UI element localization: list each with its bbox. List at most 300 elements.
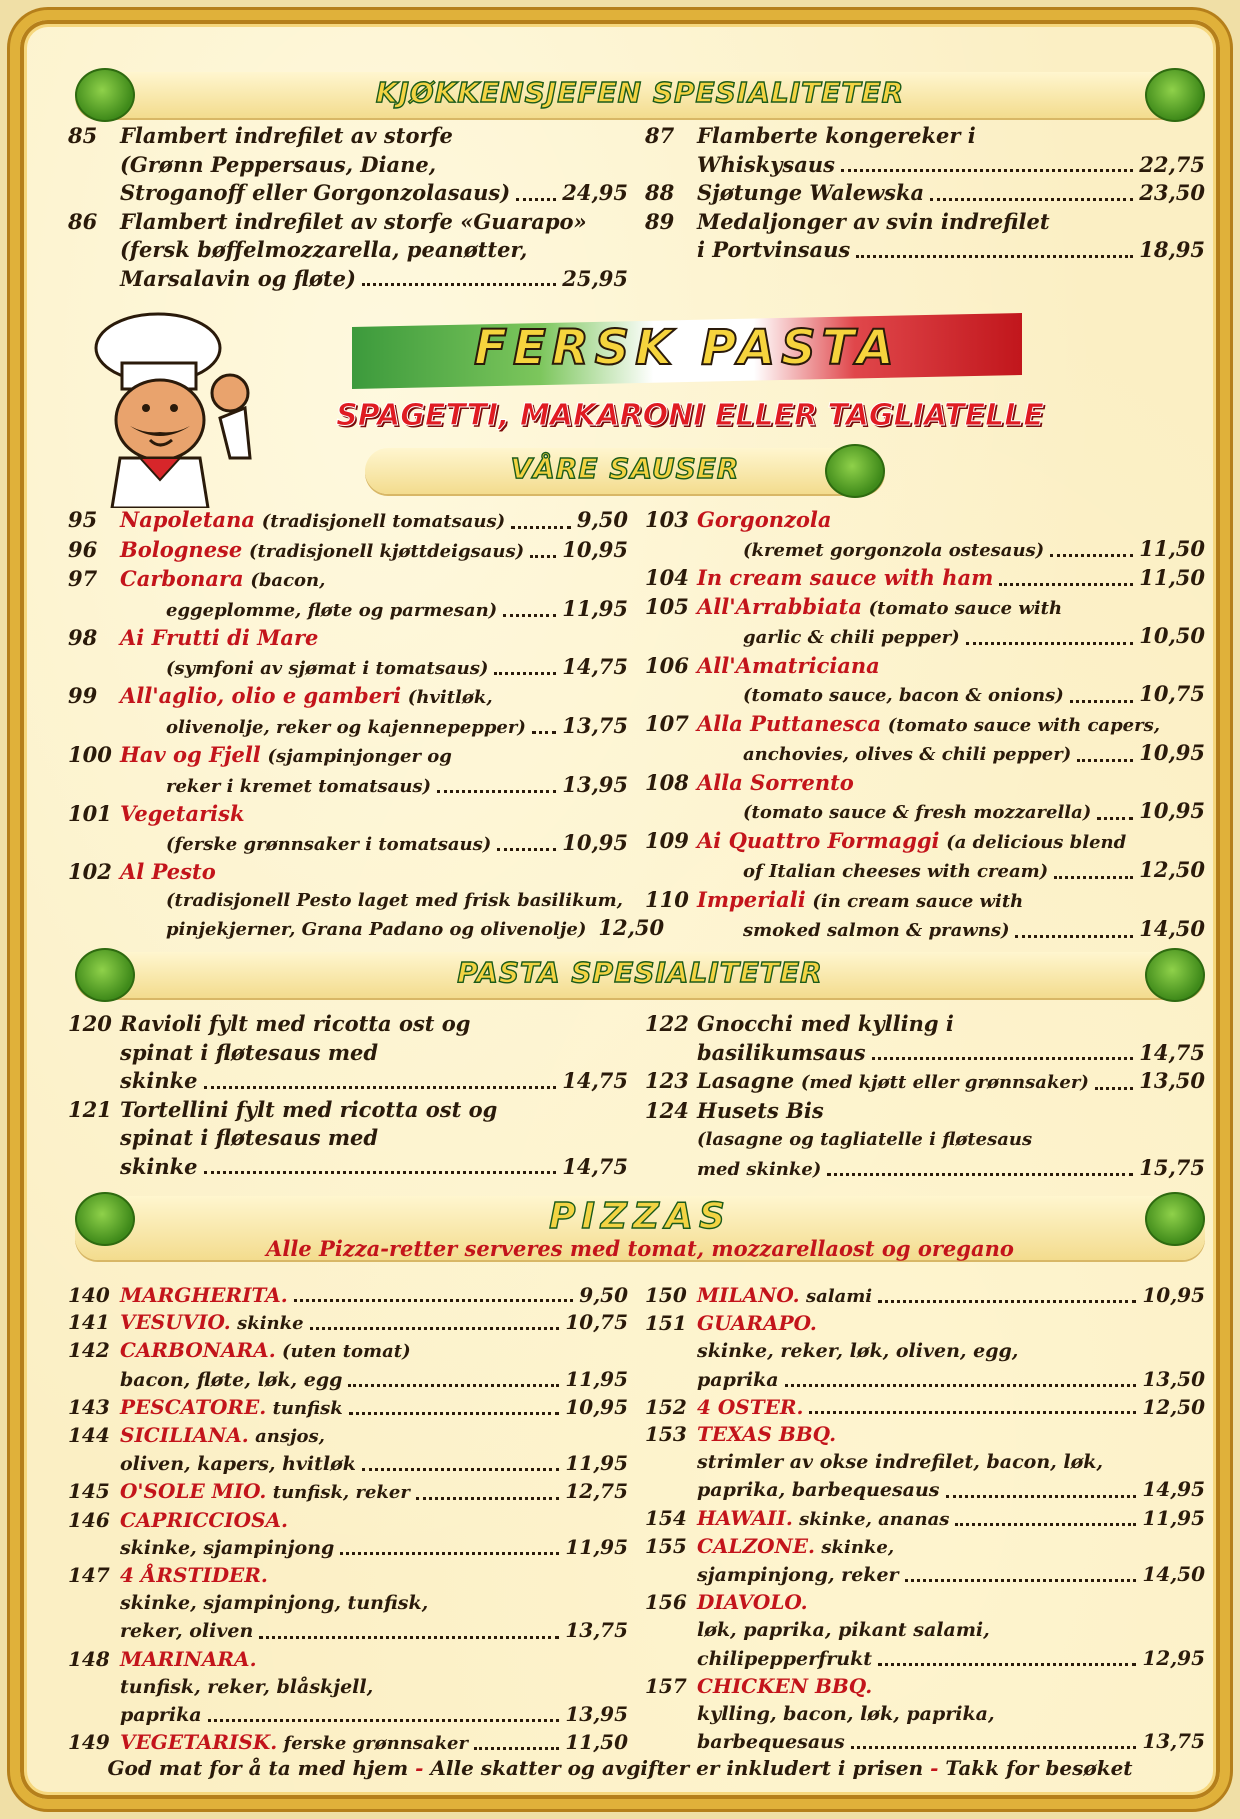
menu-item-number: 107	[645, 710, 689, 736]
menu-item-description: (tradisjonell kjøttdeigsaus)	[248, 540, 525, 562]
menu-item-line	[120, 1124, 628, 1153]
menu-item-line	[697, 1282, 1205, 1310]
menu-item-text	[743, 798, 1091, 827]
menu-item-line	[697, 1010, 1205, 1039]
menu-item-text	[120, 682, 493, 712]
menu-item-line	[166, 653, 628, 683]
menu-item-number: 156	[645, 1590, 687, 1615]
menu-item-price: 10,95	[1139, 740, 1205, 765]
menu-item-description: skinke	[237, 1313, 304, 1335]
dot-leader	[878, 1663, 1136, 1666]
menu-item-line	[120, 208, 628, 237]
menu-item-name: All'aglio, olio e gamberi	[120, 683, 402, 708]
dot-leader	[841, 169, 1133, 172]
pizzas-right-column	[645, 1282, 1205, 1756]
menu-item-price: 11,95	[1142, 1505, 1205, 1530]
menu-item-line-wrap	[120, 1366, 628, 1394]
menu-item-text	[697, 1366, 779, 1394]
menu-item-name: Sjøtunge Walewska	[697, 180, 925, 205]
menu-item-name: All'Amatriciana	[697, 652, 880, 678]
menu-item-price: 15,75	[1139, 1154, 1205, 1180]
menu-item-price: 9,50	[579, 1283, 628, 1307]
menu-item-price: 11,95	[565, 1534, 628, 1559]
menu-item-number: 140	[68, 1283, 110, 1307]
menu-item-line	[697, 1673, 1205, 1700]
menu-item-line-wrap	[697, 1616, 1205, 1644]
menu-item-name: Flambert indrefilet av storfe	[120, 123, 453, 148]
menu-item-number: 120	[68, 1011, 112, 1036]
menu-item-price: 14,75	[562, 1153, 628, 1179]
menu-item-line	[166, 771, 628, 801]
menu-item-price: 13,75	[562, 712, 628, 738]
menu-item-line-wrap	[120, 653, 628, 683]
menu-item-price: 10,95	[1142, 1283, 1205, 1307]
menu-item-number: 96	[68, 536, 98, 562]
menu-item-name: Ai Quattro Formaggi	[697, 827, 940, 853]
menu-item-line	[697, 769, 1205, 798]
menu-item-name: Medaljonger av svin indrefilet	[697, 208, 1050, 234]
menu-item-price: 12,95	[1142, 1645, 1205, 1670]
pizza-name: CAPRICCIOSA.	[120, 1507, 288, 1532]
menu-item-line-wrap	[120, 829, 628, 859]
menu-item-line-wrap	[697, 739, 1205, 769]
menu-item-number: 154	[645, 1505, 687, 1530]
menu-item-description: med skinke)	[697, 1158, 822, 1180]
dot-leader	[204, 1171, 557, 1174]
menu-item-line	[120, 682, 628, 712]
dot-leader	[966, 642, 1134, 645]
menu-item-number: 145	[68, 1479, 110, 1504]
menu-item-line	[697, 236, 1205, 265]
menu-item-line	[120, 1507, 628, 1534]
menu-item-body	[697, 1421, 1205, 1505]
section-title: VÅRE SAUSER	[510, 452, 740, 485]
menu-item-text	[120, 1507, 288, 1534]
menu-item-number: 151	[645, 1311, 687, 1336]
menu-item-line	[743, 915, 1205, 945]
menu-item-text	[697, 122, 976, 151]
menu-item-text	[120, 265, 356, 294]
menu-item-text	[120, 179, 510, 208]
menu-item-line	[120, 1309, 628, 1337]
dot-leader	[503, 614, 556, 617]
dot-leader	[930, 198, 1133, 201]
menu-item-line	[697, 652, 1205, 681]
menu-item-body	[697, 710, 1205, 769]
chef-specials-left-column	[68, 122, 628, 293]
dot-leader	[1097, 817, 1133, 820]
menu-item-text	[697, 1533, 894, 1561]
dot-leader	[474, 1747, 559, 1750]
menu-item	[645, 179, 1205, 208]
section-title: KJØKKENSJEFEN SPESIALITETER	[375, 76, 905, 109]
menu-item-body	[697, 769, 1205, 827]
menu-item-text	[120, 1124, 378, 1153]
menu-item-line	[697, 593, 1205, 623]
menu-item-body	[120, 506, 628, 536]
menu-item-line	[120, 741, 628, 771]
menu-item-line	[120, 151, 628, 180]
menu-item-line	[697, 1154, 1205, 1184]
menu-item-body	[697, 122, 1205, 179]
menu-item-line-wrap	[697, 622, 1205, 652]
menu-item-number: 142	[68, 1338, 110, 1363]
menu-item-body	[120, 1010, 628, 1096]
menu-item-number: 108	[645, 769, 689, 795]
menu-item-number: 124	[645, 1097, 689, 1123]
pizza-name: GUARAPO.	[697, 1311, 817, 1336]
menu-item-number: 98	[68, 625, 98, 650]
menu-item-description: tunfisk	[272, 1397, 343, 1419]
menu-item-number: 123	[645, 1068, 689, 1093]
menu-item-name: Ravioli fylt med ricotta ost og	[120, 1011, 471, 1036]
menu-item-text	[120, 1394, 343, 1422]
menu-item-price: 10,95	[1139, 798, 1205, 823]
menu-item	[68, 1282, 628, 1309]
menu-item-body	[120, 682, 628, 741]
menu-item-line	[697, 1616, 1205, 1644]
menu-item-line	[120, 1589, 628, 1617]
menu-item-description: oliven, kapers, hvitløk	[120, 1453, 356, 1476]
menu-item-line	[120, 1096, 628, 1125]
menu-item-body	[120, 800, 628, 858]
dot-leader	[437, 790, 556, 793]
dot-leader	[856, 255, 1133, 258]
menu-item-name: skinke	[120, 1153, 198, 1179]
dot-leader	[497, 848, 556, 851]
menu-item-line-wrap	[697, 1337, 1205, 1365]
menu-item	[68, 624, 628, 682]
menu-item-description: barbequesaus	[697, 1731, 845, 1754]
menu-item	[645, 208, 1205, 265]
menu-item-description: (hvitløk,	[407, 687, 493, 708]
menu-item-line	[697, 1097, 1205, 1126]
menu-item-body	[697, 506, 1205, 564]
menu-item	[645, 652, 1205, 710]
menu-item-line	[120, 1422, 628, 1450]
menu-item-price: 13,50	[1142, 1366, 1205, 1391]
menu-item	[645, 593, 1205, 652]
dot-leader	[362, 283, 556, 286]
menu-item-text	[697, 1394, 803, 1421]
dot-leader	[208, 1719, 560, 1722]
menu-item-name: Stroganoff eller Gorgonzolasaus)	[120, 180, 511, 205]
menu-item-line	[697, 1533, 1205, 1561]
menu-item-number: 146	[68, 1507, 110, 1532]
menu-item-line	[120, 536, 628, 566]
menu-item	[645, 1589, 1205, 1673]
menu-item-body	[120, 1282, 628, 1309]
dot-leader	[362, 1468, 559, 1471]
menu-item-text	[697, 769, 854, 798]
dot-leader	[827, 1173, 1133, 1176]
menu-item	[645, 1533, 1205, 1589]
menu-item-price: 22,75	[1139, 151, 1205, 177]
menu-item-line	[120, 1701, 628, 1729]
menu-item-number: 122	[645, 1011, 689, 1036]
menu-item-price: 11,50	[1139, 565, 1205, 590]
menu-item-number: 148	[68, 1646, 110, 1671]
menu-item-line	[120, 1067, 628, 1096]
menu-item-description: of Italian cheeses with cream)	[743, 861, 1049, 882]
chef-specials-right-column	[645, 122, 1205, 265]
menu-item-text	[120, 506, 505, 536]
menu-item-line	[697, 1589, 1205, 1616]
menu-item-number: 143	[68, 1394, 110, 1419]
pizza-name: VESUVIO.	[120, 1310, 231, 1335]
menu-item-line-wrap	[120, 914, 664, 944]
menu-item-number: 101	[68, 801, 112, 826]
menu-item-number: 105	[645, 593, 689, 619]
dot-leader	[1095, 1087, 1133, 1090]
menu-item-text	[120, 1589, 428, 1617]
dot-leader	[809, 1411, 1136, 1414]
menu-item-text	[166, 596, 497, 625]
menu-item-body	[697, 1010, 1205, 1067]
menu-item-price: 13,95	[562, 771, 628, 797]
menu-item	[645, 1394, 1205, 1421]
menu-item-line	[743, 622, 1205, 652]
menu-item-text	[697, 1561, 899, 1589]
footer-taxes: Alle skatter og avgifter er inkludert i prisen	[430, 1756, 924, 1780]
menu-item-body	[120, 122, 628, 208]
menu-item-line-wrap	[120, 1534, 628, 1562]
menu-item-text	[697, 1125, 1032, 1154]
menu-item-line	[697, 886, 1205, 916]
menu-item-text	[743, 536, 1044, 565]
dot-leader	[294, 1299, 574, 1302]
menu-item-line-wrap	[120, 712, 628, 742]
menu-item-description: olivenolje, reker og kajennepepper)	[166, 716, 526, 738]
menu-item-number: 102	[68, 859, 112, 884]
menu-item-line	[697, 506, 1205, 535]
menu-item	[68, 122, 628, 208]
menu-item-price: 12,50	[1142, 1394, 1205, 1419]
menu-item-description: eggeplomme, fløte og parmesan)	[166, 599, 498, 621]
menu-item-description: garlic & chili pepper)	[743, 627, 960, 648]
menu-item-body	[120, 1729, 628, 1757]
menu-item-line-wrap	[697, 680, 1205, 710]
menu-item-text	[697, 1097, 824, 1126]
pizzas-left-column	[68, 1282, 628, 1757]
menu-item-number: 104	[645, 565, 689, 590]
menu-item	[645, 769, 1205, 827]
menu-item-number: 150	[645, 1283, 687, 1307]
menu-item-description: skinke, ananas	[799, 1508, 950, 1530]
menu-item-line	[743, 535, 1205, 565]
menu-item	[68, 1309, 628, 1337]
menu-item-line	[120, 506, 628, 536]
menu-item-line	[697, 1394, 1205, 1421]
menu-item-line	[743, 680, 1205, 710]
menu-item-line-wrap	[120, 771, 628, 801]
pizza-name: 4 OSTER.	[697, 1394, 804, 1419]
menu-item-text	[120, 151, 436, 180]
pasta-sauces-right-column	[645, 506, 1205, 945]
menu-item-line	[697, 1505, 1205, 1533]
menu-item-line-wrap	[120, 1617, 628, 1645]
menu-item-description: kylling, bacon, løk, paprika,	[697, 1703, 995, 1726]
menu-item-text	[120, 1562, 268, 1589]
menu-item-name: basilikumsaus	[697, 1039, 866, 1065]
menu-item-text	[697, 593, 1062, 623]
menu-item-line	[697, 1728, 1205, 1756]
dot-leader	[872, 1057, 1134, 1060]
menu-item-price: 11,95	[562, 595, 628, 621]
dot-leader	[204, 1086, 557, 1089]
menu-item	[645, 710, 1205, 769]
pasta-sauces-left-column	[68, 506, 665, 944]
menu-item-description: (ferske grønnsaker i tomatsaus)	[166, 833, 492, 855]
menu-item-number: 86	[68, 208, 98, 234]
menu-item-line	[166, 595, 628, 625]
menu-item-text	[120, 1534, 334, 1562]
menu-item-text	[120, 1153, 198, 1182]
menu-item-price: 10,75	[565, 1310, 628, 1335]
menu-item-body	[697, 1282, 1205, 1310]
menu-item-body	[120, 1646, 628, 1730]
menu-item-text	[697, 1067, 1089, 1097]
menu-item-text	[166, 830, 491, 859]
menu-item-line	[697, 1448, 1205, 1476]
menu-item	[645, 1505, 1205, 1533]
menu-item-text	[697, 1505, 949, 1533]
dot-leader	[851, 1746, 1137, 1749]
menu-item-line	[697, 208, 1205, 237]
menu-item	[645, 1310, 1205, 1394]
section-banner-sauces	[365, 448, 885, 494]
menu-item-text	[743, 623, 960, 652]
menu-item	[68, 1729, 628, 1757]
menu-item-name: skinke	[120, 1068, 198, 1093]
menu-item-number: 121	[68, 1096, 112, 1122]
menu-item-text	[697, 1700, 995, 1728]
menu-item-text	[697, 652, 880, 681]
menu-item-description: (tomato sauce with	[868, 597, 1063, 619]
menu-item-description: paprika	[697, 1368, 779, 1391]
menu-item-text	[697, 1282, 872, 1310]
menu-item-text	[697, 1728, 845, 1756]
menu-item-name: Carbonara	[120, 566, 244, 591]
menu-item	[68, 565, 628, 624]
menu-item-number: 95	[68, 507, 98, 532]
menu-item-line	[697, 1561, 1205, 1589]
pizza-name: VEGETARISK.	[120, 1730, 278, 1755]
dot-leader	[1070, 700, 1134, 703]
dot-leader	[511, 526, 571, 529]
menu-item-name: Husets Bis	[697, 1097, 824, 1123]
menu-item-line-wrap	[697, 1561, 1205, 1589]
menu-item-text	[120, 1039, 378, 1068]
menu-item-line	[697, 1700, 1205, 1728]
menu-item-text	[120, 1673, 373, 1701]
menu-item-text	[120, 565, 325, 595]
menu-item-number: 110	[645, 886, 689, 912]
menu-item-line	[120, 1450, 628, 1478]
menu-item-name: spinat i fløtesaus med	[120, 1125, 379, 1150]
menu-item-price: 11,50	[1139, 535, 1205, 561]
menu-item-text	[120, 858, 216, 887]
menu-item-name: Bolognese	[120, 536, 243, 562]
menu-item-text	[743, 681, 1064, 710]
menu-item-line-wrap	[697, 1700, 1205, 1728]
menu-item-body	[120, 1096, 628, 1182]
pizza-name: TEXAS BBQ.	[697, 1422, 837, 1447]
menu-item-text	[166, 713, 526, 742]
menu-item	[68, 1337, 628, 1393]
menu-item-price: 10,50	[1139, 623, 1205, 648]
menu-item	[645, 1067, 1205, 1097]
menu-item-text	[120, 208, 587, 237]
dot-leader	[348, 1384, 559, 1387]
menu-item	[645, 1097, 1205, 1184]
dot-leader	[878, 1300, 1136, 1303]
menu-item-price: 9,50	[576, 507, 628, 532]
menu-item-description: chilipepperfrukt	[697, 1647, 873, 1670]
menu-item-line	[120, 624, 628, 653]
menu-item-body	[120, 208, 628, 294]
footer-separator: -	[408, 1756, 431, 1780]
menu-item	[645, 827, 1205, 886]
menu-item-description: (tomato sauce, bacon & onions)	[743, 685, 1064, 706]
menu-item-body	[120, 1422, 628, 1478]
menu-item-price: 23,50	[1139, 180, 1205, 205]
menu-item-number: 89	[645, 208, 675, 234]
menu-item-text	[743, 857, 1048, 886]
menu-item	[68, 800, 628, 858]
menu-item-line	[120, 236, 628, 265]
menu-item-body	[120, 536, 628, 566]
menu-item-body	[120, 1507, 628, 1562]
menu-item-text	[697, 1673, 872, 1700]
dot-leader	[349, 1412, 560, 1415]
menu-item-line	[697, 151, 1205, 180]
menu-item-name: Ai Frutti di Mare	[120, 625, 319, 650]
menu-item-line-wrap	[697, 856, 1205, 886]
menu-item-text	[697, 1616, 990, 1644]
menu-item	[68, 1646, 628, 1730]
menu-item-line	[743, 739, 1205, 769]
menu-item	[68, 682, 628, 741]
menu-item-text	[166, 654, 488, 683]
menu-item-text	[697, 1010, 954, 1039]
menu-item-line-wrap	[120, 1589, 628, 1617]
menu-item-description: (tomato sauce with capers,	[887, 714, 1161, 736]
menu-item-number: 109	[645, 827, 689, 853]
menu-item-number: 99	[68, 683, 98, 708]
menu-item-line	[743, 797, 1205, 827]
menu-item-line	[120, 179, 628, 208]
menu-item-text	[743, 740, 1071, 769]
menu-item-price: 18,95	[1139, 237, 1205, 262]
menu-item-body	[120, 858, 664, 944]
menu-item-name: Whiskysaus	[697, 151, 835, 177]
footer-separator: -	[923, 1756, 946, 1780]
menu-item-line	[120, 1478, 628, 1506]
dot-leader	[1054, 876, 1133, 879]
pizza-name: PESCATORE.	[120, 1394, 267, 1419]
menu-item-body	[697, 179, 1205, 208]
menu-item-name: i Portvinsaus	[697, 237, 851, 262]
section-title: PASTA SPESIALITETER	[457, 956, 823, 989]
menu-item-name: Alla Sorrento	[697, 769, 854, 795]
menu-item-line	[166, 712, 628, 742]
menu-item-body	[120, 565, 628, 624]
menu-item-name: Hav og Fjell	[120, 742, 261, 767]
menu-item-description: paprika	[120, 1704, 202, 1727]
menu-item	[68, 1096, 628, 1182]
menu-item-name: Flambert indrefilet av storfe «Guarapo»	[120, 208, 587, 234]
